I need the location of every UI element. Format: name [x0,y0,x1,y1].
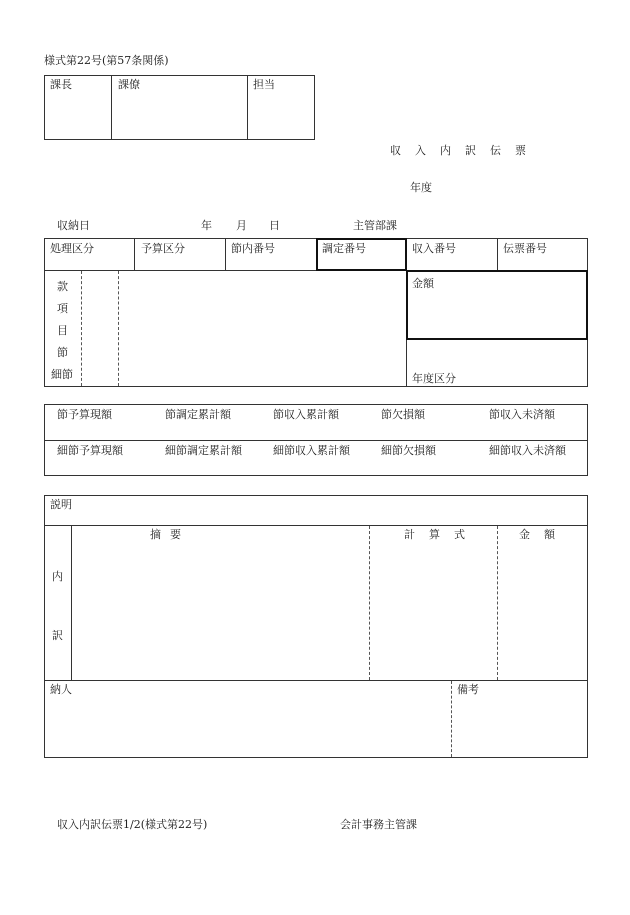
col-assessment-number: 調定番号 [322,242,366,255]
receipt-year: 年 [201,219,212,232]
label-setsu: 節 [57,346,68,359]
col-section-number: 節内番号 [231,242,275,255]
col-slip-number: 伝票番号 [503,242,547,255]
budget-r1-c3: 節収入累計額 [273,408,339,421]
label-saisetsu: 細節 [51,368,73,381]
budget-r1-c2: 節調定累計額 [165,408,231,421]
department-label: 主管部課 [353,219,397,232]
label-kou: 項 [57,302,68,315]
budget-r1-c4: 節欠損額 [381,408,425,421]
remarks-label: 備考 [457,683,479,696]
receipt-month: 月 [236,219,247,232]
footer-form-ref: 収入内訳伝票1/2(様式第22号) [57,818,208,831]
budget-r2-c1: 細節予算現額 [57,444,123,457]
breakdown-label-2: 訳 [52,629,63,642]
budget-r2-c3: 細節収入累計額 [273,444,350,457]
budget-r2-c5: 細節収入未済額 [489,444,566,457]
amount-label: 金額 [412,277,434,290]
form-number: 様式第22号(第57条関係) [44,54,169,67]
budget-r1-c5: 節収入未済額 [489,408,555,421]
budget-r2-c4: 細節欠損額 [381,444,436,457]
label-kan: 款 [57,280,68,293]
budget-r2-c2: 細節調定累計額 [165,444,242,457]
approval-section-chief: 課長 [50,78,72,91]
fiscal-division-label: 年度区分 [412,372,456,385]
approval-person-in-charge: 担当 [253,78,275,91]
col-revenue-number: 収入番号 [412,242,456,255]
col-processing: 処理区分 [50,242,94,255]
fiscal-year-label: 年度 [410,181,432,194]
budget-r1-c1: 節予算現額 [57,408,112,421]
approval-staff: 課僚 [118,78,140,91]
receipt-day: 日 [269,219,280,232]
summary-header: 摘要 [150,528,190,541]
amount-header: 金額 [519,528,569,541]
formula-header: 計算式 [404,528,479,541]
footer-department: 会計事務主管課 [340,818,417,831]
form-title: 収入内訳伝票 [390,144,540,157]
label-moku: 目 [57,324,68,337]
col-budget: 予算区分 [141,242,185,255]
breakdown-label-1: 内 [52,570,63,583]
payer-label: 納人 [50,683,72,696]
explanation-label: 説明 [50,498,72,511]
receipt-date-label: 収納日 [57,219,90,232]
